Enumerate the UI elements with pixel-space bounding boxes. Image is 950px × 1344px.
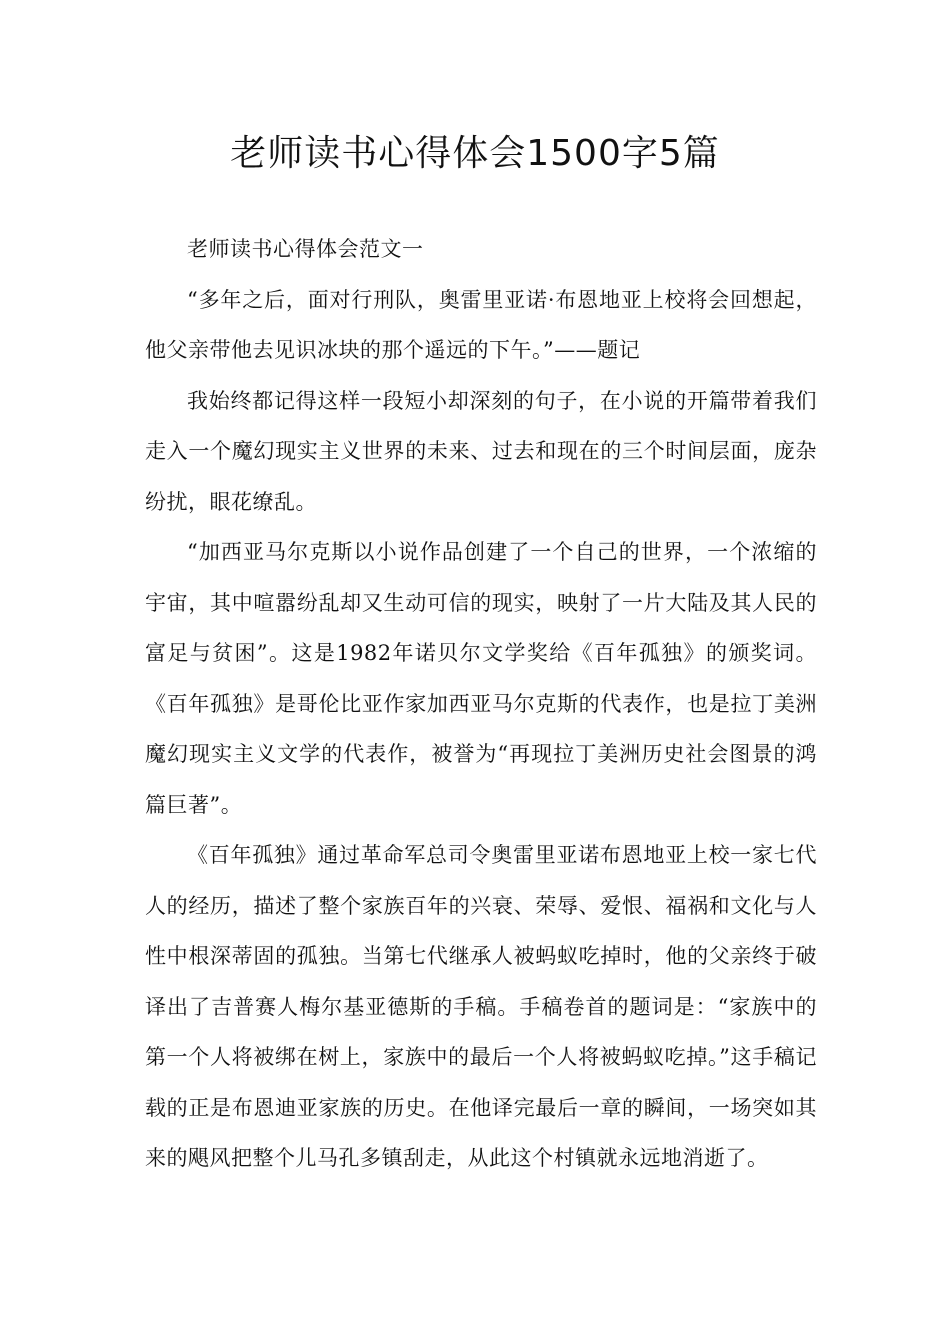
paragraph-4: 《百年孤独》通过革命军总司令奥雷里亚诺布恩地亚上校一家七代人的经历，描述了整个家族百年的兴衰、荣辱、爱恨、福祸和文化与人性中根深蒂固的孤独。当第七代继承人被蚂蚁吃掉时，他的父亲终于破译出了吉普赛人梅尔基亚德斯的手稿。手稿卷首的题词是：“家族中的第一个人将被绑在树上，家族中的最后一个人将被蚂蚁吃掉。”这手稿记载的正是布恩迪亚家族的历史。在他译完最后一章的瞬间，一场突如其来的飓风把整个儿马孔多镇刮走，从此这个村镇就永远地消逝了。	[145, 843, 817, 1170]
paragraph-epigraph: “多年之后，面对行刑队，奥雷里亚诺·布恩地亚上校将会回想起，他父亲带他去见识冰块的那个遥远的下午。”——题记	[145, 287, 817, 362]
page-title: 老师读书心得体会1500字5篇	[230, 133, 720, 174]
document-body	[145, 224, 817, 1184]
paragraph-3: “加西亚马尔克斯以小说作品创建了一个自己的世界，一个浓缩的宇宙，其中喧嚣纷乱却又生动可信的现实，映射了一片大陆及其人民的富足与贫困”。这是1982年诺贝尔文学奖给《百年孤独》的颁奖词。《百年孤独》是哥伦比亚作家加西亚马尔克斯的代表作，也是拉丁美洲魔幻现实主义文学的代表作，被誉为“再现拉丁美洲历史社会图景的鸿篇巨著”。	[145, 540, 817, 817]
paragraph-2: 我始终都记得这样一段短小却深刻的句子，在小说的开篇带着我们走入一个魔幻现实主义世界的未来、过去和现在的三个时间层面，庞杂纷扰，眼花缭乱。	[145, 388, 817, 514]
section-heading: 老师读书心得体会范文一	[187, 237, 424, 261]
